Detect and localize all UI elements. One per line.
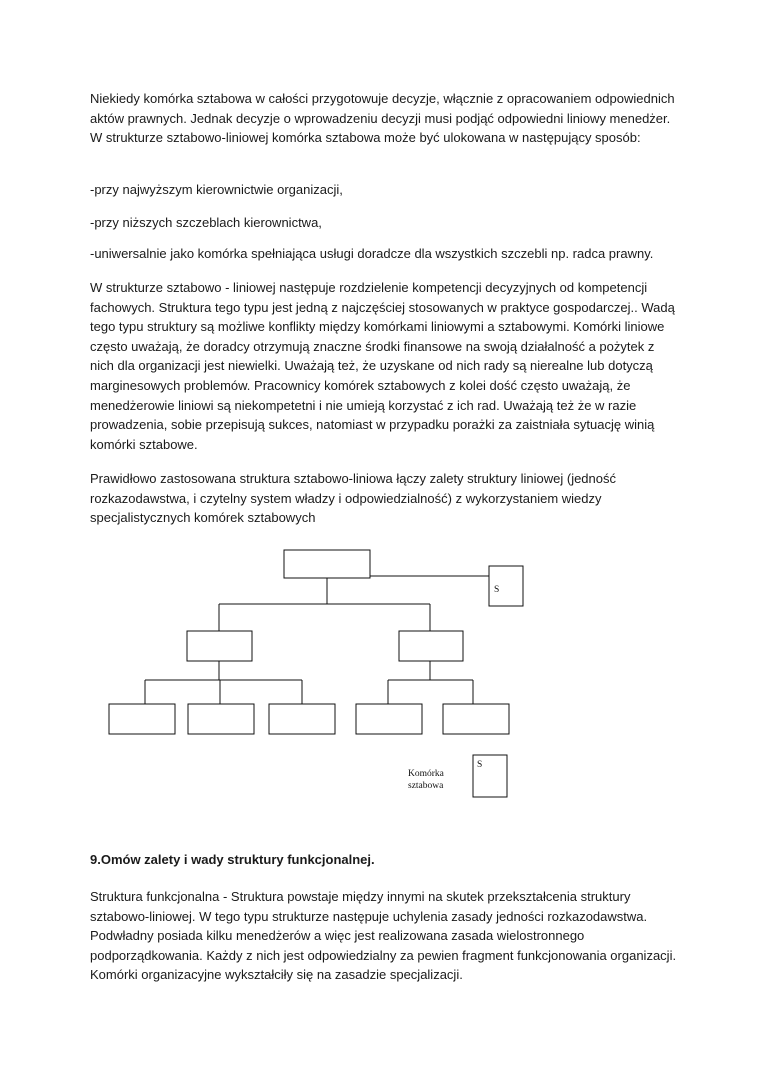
paragraph-line-staff-advantages: Prawidłowo zastosowana struktura sztabowo-liniowa łączy zalety struktury liniowej (jedność rozkazodawstwa, i czytelny system władzy i odpowiedzialność) z wykorzystaniem wiedzy specjalistycznych komórek sztabowych bbox=[90, 471, 616, 526]
org-box-level3-5 bbox=[443, 704, 509, 734]
org-box-level3-2 bbox=[188, 704, 254, 734]
org-box-level3-4 bbox=[356, 704, 422, 734]
paragraph-staff-unit-intro: Niekiedy komórka sztabowa w całości przygotowuje decyzje, włącznie z opracowaniem odpowiednich aktów prawnych. Jednak decyzje o wprowadzeniu decyzji musi podjąć odpowiedni liniowy menedżer. W strukturze sztabowo-liniowej komórka sztabowa może być ulokowana w następujący sposób: bbox=[90, 91, 675, 146]
paragraph-line-staff-conflicts: W strukturze sztabowo - liniowej następuje rozdzielenie kompetencji decyzyjnych od kompetencji fachowych. Struktura tego typu jest jedną z najczęściej stosowanych w praktyce gospodarczej.. Wadą tego typu struktury są możliwe konflikty między komórkami liniowymi a sztabowymi. Komórki liniowe często uważają, że doradcy otrzymują znaczne środki finansowe na swoją działalność a pożytek z nich dla organizacji jest niewielki. Uważają też, że uzyskane od nich rady są nierealne lub dotyczą marginesowych problemów. Pracownicy komórek sztabowych z kolei dość często uważają, że menedżerowie liniowi są niekompetetni i nie umieją korzystać z ich rad. Uważają też że w razie prowadzenia, sobie przepisują sukces, natomiast w przypadku porażki za zaistniała sytuację winią komórki sztabowe. bbox=[90, 280, 675, 452]
legend-text-line1: Komórka bbox=[408, 769, 444, 779]
section-heading-functional-structure: 9.Omów zalety i wady struktury funkcjonalnej. bbox=[90, 852, 375, 867]
staff-box-label: S bbox=[494, 585, 500, 595]
list-item-universal-advisory: -uniwersalnie jako komórka spełniająca usługi doradcze dla wszystkich szczebli np. radca prawny. bbox=[90, 246, 654, 261]
list-item-lower-management: -przy niższych szczeblach kierownictwa, bbox=[90, 215, 322, 230]
paragraph-functional-structure: Struktura funkcjonalna - Struktura powstaje między innymi na skutek przekształcenia struktury sztabowo-liniowej. W tego typu strukturze następuje uchylenia zasady jedności rozkazodawstwa. Podwładny posiada kilku menedżerów a więc jest realizowana zasada wielostronnego podporządkowania. Każdy z nich jest odpowiedzialny za pewien fragment funkcjonowania organizacji. Komórki organizacyjne wykształciły się na zasadzie specjalizacji. bbox=[90, 889, 677, 983]
legend-box-label: S bbox=[477, 760, 483, 770]
org-box-level3-3 bbox=[269, 704, 335, 734]
org-box-top bbox=[284, 550, 370, 578]
org-box-level2-right bbox=[399, 631, 463, 661]
org-box-level2-left bbox=[187, 631, 252, 661]
org-box-level3-1 bbox=[109, 704, 175, 734]
legend-text-line2: sztabowa bbox=[408, 781, 444, 791]
list-item-top-management: -przy najwyższym kierownictwie organizacji, bbox=[90, 182, 343, 197]
